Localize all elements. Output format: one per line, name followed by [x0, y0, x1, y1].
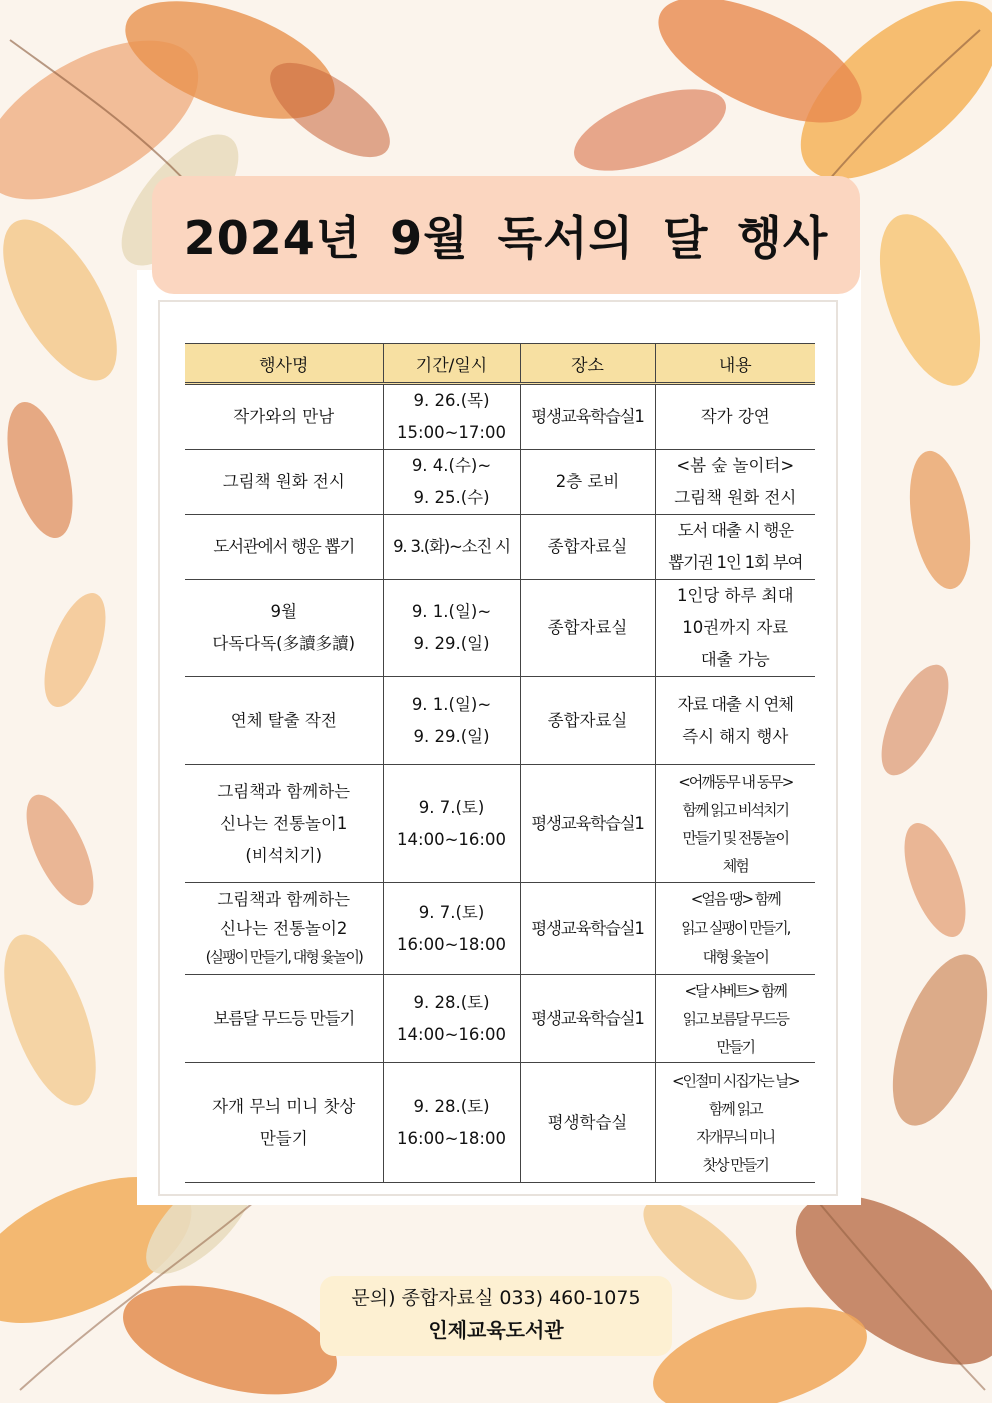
event-name: 작가와의 만남: [185, 384, 383, 450]
event-content: <봄 숲 놀이터> 그림책 원화 전시: [655, 450, 815, 515]
event-name: 그림책과 함께하는 신나는 전통놀이1 (비석치기): [185, 765, 383, 883]
event-period: 9. 7.(토) 14:00~16:00: [383, 765, 520, 883]
event-period: 9. 26.(목) 15:00~17:00: [383, 384, 520, 450]
table-header-row: [185, 344, 815, 384]
events-table: [185, 343, 815, 1183]
event-place: 종합자료실: [520, 515, 655, 580]
table-row: [185, 515, 815, 580]
event-place: 평생교육학습실1: [520, 765, 655, 883]
event-period: 9. 28.(토) 14:00~16:00: [383, 975, 520, 1063]
event-name: 그림책과 함께하는 신나는 전통놀이2 (실팽이 만들기, 대형 윷놀이): [185, 883, 383, 975]
event-period: 9. 3.(화)~소진 시: [383, 515, 520, 580]
contact-footer: [320, 1276, 672, 1356]
title-banner: [152, 176, 860, 294]
event-place: 2층 로비: [520, 450, 655, 515]
event-name: 자개 무늬 미니 찻상 만들기: [185, 1063, 383, 1183]
page-title: 2024년 9월 독서의 달 행사: [183, 211, 829, 265]
table-row: [185, 883, 815, 975]
header-place: 장소: [520, 344, 655, 384]
event-period: 9. 7.(토) 16:00~18:00: [383, 883, 520, 975]
table-row: [185, 677, 815, 765]
event-content: 도서 대출 시 행운 뽑기권 1인 1회 부여: [655, 515, 815, 580]
event-content: <얼음 땡> 함께 읽고 실팽이 만들기, 대형 윷놀이: [655, 883, 815, 975]
event-content: <달 샤베트> 함께 읽고 보름달 무드등 만들기: [655, 975, 815, 1063]
event-period: 9. 28.(토) 16:00~18:00: [383, 1063, 520, 1183]
header-period: 기간/일시: [383, 344, 520, 384]
event-content: <어깨동무 내 동무> 함께 읽고 비석치기 만들기 및 전통놀이 체험: [655, 765, 815, 883]
event-content: 1인당 하루 최대 10권까지 자료 대출 가능: [655, 580, 815, 677]
event-name: 도서관에서 행운 뽑기: [185, 515, 383, 580]
table-row: [185, 1063, 815, 1183]
contact-info: 문의) 종합자료실 033) 460-1075: [351, 1287, 641, 1309]
event-name: 연체 탈출 작전: [185, 677, 383, 765]
event-content: 자료 대출 시 연체 즉시 해지 행사: [655, 677, 815, 765]
event-name: 그림책 원화 전시: [185, 450, 383, 515]
event-place: 평생교육학습실1: [520, 975, 655, 1063]
table-row: [185, 580, 815, 677]
header-event-name: 행사명: [185, 344, 383, 384]
event-place: 평생학습실: [520, 1063, 655, 1183]
event-name: 9월 다독다독(多讀多讀): [185, 580, 383, 677]
organization-name: 인제교육도서관: [428, 1318, 564, 1342]
table-row: [185, 450, 815, 515]
event-period: 9. 4.(수)~ 9. 25.(수): [383, 450, 520, 515]
event-place: 평생교육학습실1: [520, 384, 655, 450]
event-place: 종합자료실: [520, 580, 655, 677]
header-content: 내용: [655, 344, 815, 384]
table-row: [185, 765, 815, 883]
table-row: [185, 384, 815, 450]
event-name: 보름달 무드등 만들기: [185, 975, 383, 1063]
event-period: 9. 1.(일)~ 9. 29.(일): [383, 677, 520, 765]
event-content: <인절미 시집가는 날> 함께 읽고 자개무늬 미니 찻상 만들기: [655, 1063, 815, 1183]
table-row: [185, 975, 815, 1063]
event-place: 평생교육학습실1: [520, 883, 655, 975]
event-period: 9. 1.(일)~ 9. 29.(일): [383, 580, 520, 677]
event-place: 종합자료실: [520, 677, 655, 765]
event-content: 작가 강연: [655, 384, 815, 450]
